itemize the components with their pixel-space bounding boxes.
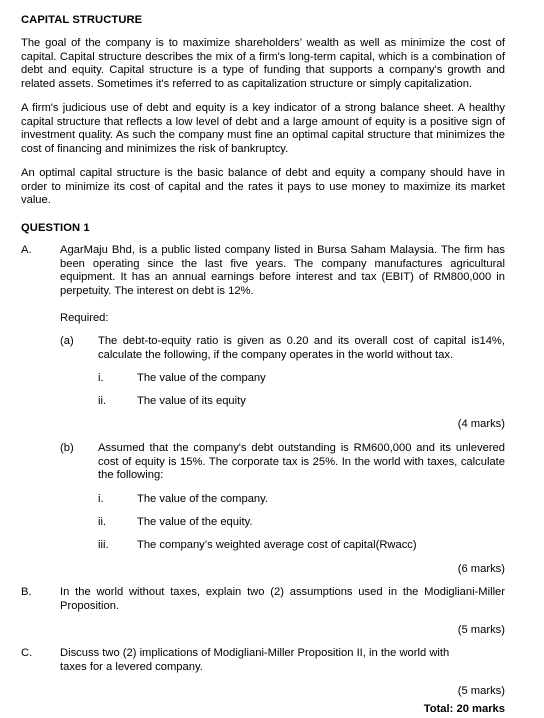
part-a-label: A.: [21, 244, 32, 256]
intro-paragraph-2: A firm's judicious use of debt and equity is a key indicator of a strong balance sheet. A healthy capital structure that reflects a low level of debt and a large amount of equity is a positive sign of investment quality. As such the company must fine an optimal capital structure that minimizes the cost of financing and minimizes the risk of bankruptcy.: [21, 102, 505, 156]
part-a-b-label: (b): [60, 442, 74, 454]
item-number: ii.: [98, 516, 107, 528]
item-text: The value of the company: [137, 372, 266, 384]
item-number: i.: [98, 372, 104, 384]
part-b-marks: (5 marks): [457, 624, 505, 636]
part-a-a-label: (a): [60, 335, 74, 347]
part-b-text: In the world without taxes, explain two (2) assumptions used in the Modigliani-Miller Proposition.: [60, 586, 505, 612]
part-a-a-marks: (4 marks): [457, 418, 505, 430]
item-number: i.: [98, 493, 104, 505]
part-a-b-text: Assumed that the company's debt outstanding is RM600,000 and its unlevered cost of equity is 15%. The corporate tax is 25%. In the world with taxes, calculate the following:: [98, 442, 505, 482]
item-text: The company’s weighted average cost of capital(Rwacc): [137, 539, 417, 551]
required-label: Required:: [60, 312, 109, 324]
item-number: ii.: [98, 395, 107, 407]
section-title: CAPITAL STRUCTURE: [21, 14, 143, 26]
question-title: QUESTION 1: [21, 222, 90, 234]
item-text: The value of the company.: [137, 493, 269, 505]
total-marks: Total: 20 marks: [423, 703, 505, 715]
part-b-label: B.: [21, 586, 32, 598]
item-number: iii.: [98, 539, 109, 551]
item-text: The value of its equity: [137, 395, 246, 407]
intro-paragraph-3: An optimal capital structure is the basic balance of debt and equity a company should have in order to minimize its cost of capital and the rates it pays to use money to maximize its market value.: [21, 167, 505, 207]
part-c-label: C.: [21, 647, 33, 659]
intro-paragraph-1: The goal of the company is to maximize shareholders’ wealth as well as minimize the cost of capital. Capital structure describes the mix of a firm's long-term capital, which is a combination of debt and equity. Capital structure is a type of funding that supports a company's growth and related assets. Sometimes it's referred to as capitalization structure or simply capitalization.: [21, 37, 505, 91]
part-c-text: Discuss two (2) implications of Modigliani-Miller Proposition II, in the world with taxes for a levered company.: [60, 647, 450, 673]
part-c-marks: (5 marks): [457, 685, 505, 697]
part-a-text: AgarMaju Bhd, is a public listed company listed in Bursa Saham Malaysia. The firm has been operating since the last five years. The company manufactures agricultural equipment. It has an annual earnings before interest and tax (EBIT) of RM800,000 in perpetuity. The interest on debt is 12%.: [60, 244, 505, 298]
part-a-b-marks: (6 marks): [457, 563, 505, 575]
part-a-a-text: The debt-to-equity ratio is given as 0.20 and its overall cost of capital is14%, calculate the following, if the company operates in the world without tax.: [98, 335, 505, 361]
item-text: The value of the equity.: [137, 516, 253, 528]
